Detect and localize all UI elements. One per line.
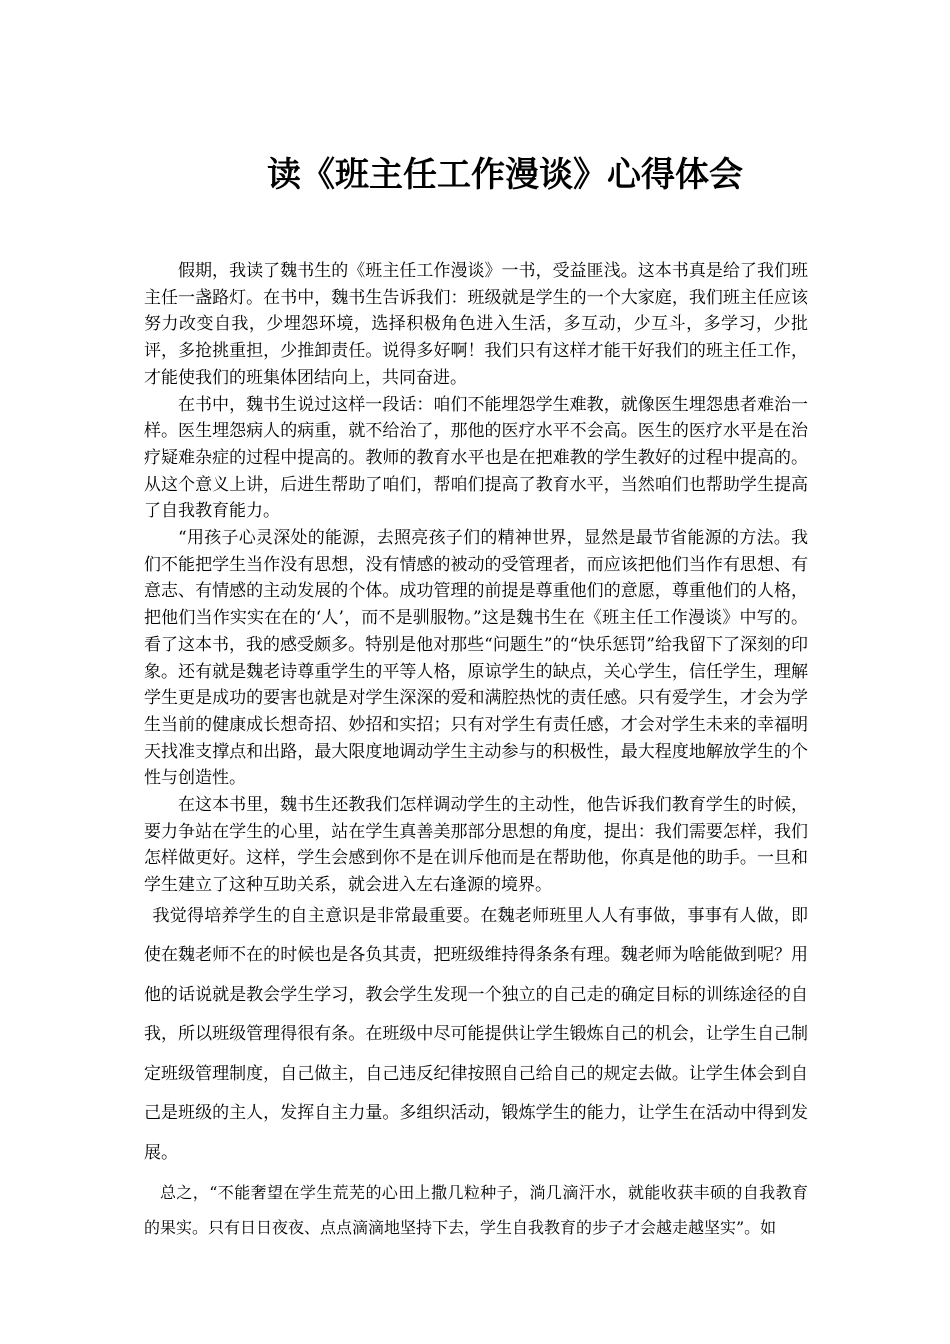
paragraph-6: 总之，“不能奢望在学生荒芜的心田上撒几粒种子，淌几滴汗水，就能收获丰硕的自我教育的果实。只有日日夜夜、点点滴滴地坚持下去，学生自我教育的步子才会越走越坚实”。如 [144, 1183, 808, 1238]
document-body [144, 258, 808, 1245]
paragraph-5: 我觉得培养学生的自主意识是非常最重要。在魏老师班里人人有事做，事事有人做，即使在魏老师不在的时候也是各负其责，把班级维持得条条有理。魏老师为啥能做到呢？用他的话说就是教会学生学习，教会学生发现一个独立的自己走的确定目标的训练途径的自我，所以班级管理得很有条。在班级中尽可能提供让学生锻炼自己的机会，让学生自己制定班级管理制度，自己做主，自己违反纪律按照自己给自己的规定去做。让学生体会到自己是班级的主人，发挥自主力量。多组织活动，锻炼学生的能力，让学生在活动中得到发展。 [144, 905, 808, 1163]
paragraph-3: “用孩子心灵深处的能源，去照亮孩子们的精神世界，显然是最节省能源的方法。我们不能把学生当作没有思想，没有情感的被动的受管理者，而应该把他们当作有思想、有意志、有情感的主动发展的个体。成功管理的前提是尊重他们的意愿，尊重他们的人格，把他们当作实实在在的‘人’，而不是驯服物。”这是魏书生在《班主任工作漫谈》中写的。看了这本书，我的感受颇多。特别是他对那些“问题生”的“快乐惩罚”给我留下了深刻的印象。还有就是魏老诗尊重学生的平等人格，原谅学生的缺点，关心学生，信任学生，理解学生更是成功的要害也就是对学生深深的爱和满腔热忱的责任感。只有爱学生，才会为学生当前的健康成长想奇招、妙招和实招；只有对学生有责任感，才会对学生未来的幸福明天找准支撑点和出路，最大限度地调动学生主动参与的积极性，最大程度地解放学生的个性与创造性。 [144, 528, 808, 789]
paragraph-2: 在书中，魏书生说过这样一段话：咱们不能埋怨学生难教，就像医生埋怨患者难治一样。医生埋怨病人的病重，就不给治了，那他的医疗水平不会高。医生的医疗水平是在治疗疑难杂症的过程中提高的。教师的教育水平也是在把难教的学生教好的过程中提高的。从这个意义上讲，后进生帮助了咱们，帮咱们提高了教育水平，当然咱们也帮助学生提高了自我教育能力。 [144, 394, 808, 522]
paragraph-1: 假期，我读了魏书生的《班主任工作漫谈》一书，受益匪浅。这本书真是给了我们班主任一盏路灯。在书中，魏书生告诉我们：班级就是学生的一个大家庭，我们班主任应该努力改变自我，少埋怨环境，选择积极角色进入生活，多互动，少互斗，多学习，少批评，多抢挑重担，少推卸责任。说得多好啊！我们只有这样才能干好我们的班主任工作，才能使我们的班集体团结向上，共同奋进。 [144, 261, 808, 388]
document-title: 读《班主任工作漫谈》心得体会 [267, 154, 743, 195]
paragraph-4: 在这本书里，魏书生还教我们怎样调动学生的主动性，他告诉我们教育学生的时候，要力争站在学生的心里，站在学生真善美那部分思想的角度，提出：我们需要怎样，我们怎样做更好。这样，学生会感到你不是在训斥他而是在帮助他，你真是他的助手。一旦和学生建立了这种互助关系，就会进入左右逢源的境界。 [144, 795, 808, 896]
